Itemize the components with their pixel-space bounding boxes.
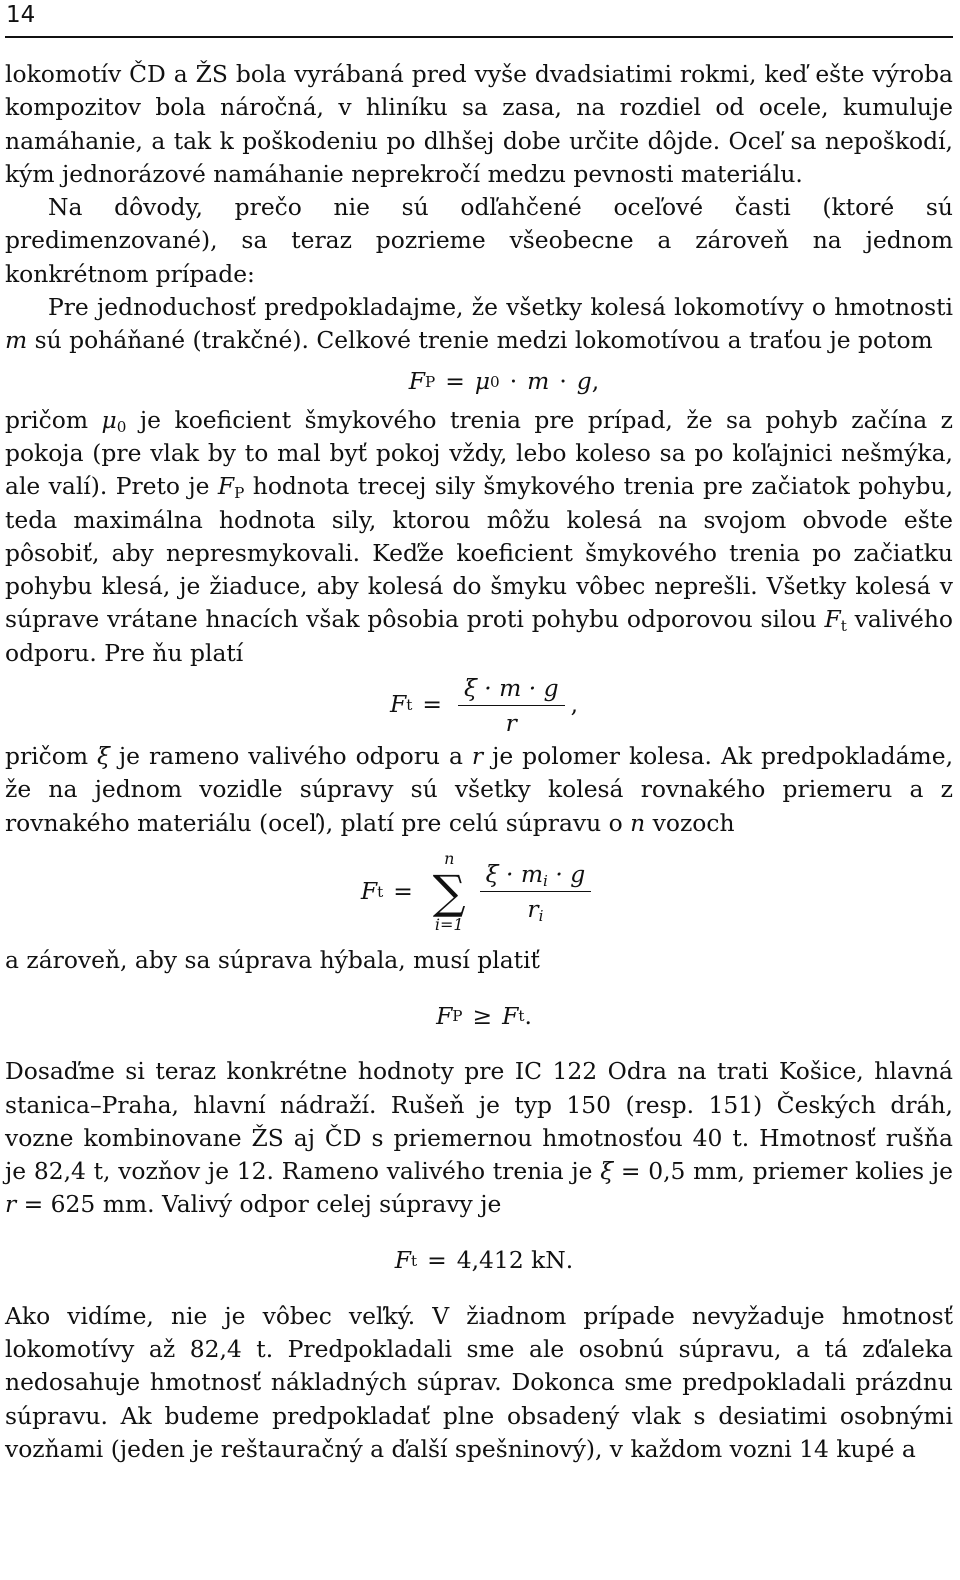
- math-subscript: i: [538, 907, 544, 926]
- math-symbol: μ: [101, 405, 117, 434]
- header-rule: [5, 36, 953, 38]
- fraction-numerator: [480, 859, 592, 892]
- sum-sign: ∑: [432, 864, 466, 919]
- math-symbol: g: [576, 367, 592, 396]
- text-run: valivého odporu. Pre ňu platí: [5, 605, 953, 667]
- math-symbol: F: [502, 1001, 519, 1030]
- math-operator: ·: [509, 367, 518, 396]
- paragraph-5: [5, 740, 953, 840]
- document-body: [5, 58, 953, 1466]
- math-symbol: ξ: [600, 1157, 614, 1186]
- math-subscript: 0: [116, 417, 127, 436]
- math-symbol: F: [389, 690, 407, 719]
- text-run: r: [527, 895, 539, 924]
- fraction-numerator: ξ · m · g: [458, 673, 565, 706]
- equation-motion-condition: F P ≥ F t .: [15, 977, 953, 1055]
- math-symbol: F: [360, 877, 378, 906]
- text-run: pričom: [5, 405, 102, 434]
- text-run: hodnota trecej sily šmykového trenia pre začiatok pohybu, teda maximálna hodnota sily, ktorou môžu kolesá na svojom obvode ešte pôsobiť, aby nepresmykovali. Keďže koeficient šmykového trenia po začiatku pohybu klesá, je žiaduce, aby kolesá do šmyku vôbec neprešli. Všetky kolesá v súprave vrátane hnacích však pôsobia proti pohybu odporovou silou: [5, 472, 953, 634]
- text-run: = 0,5 mm, priemer kolies je: [613, 1157, 953, 1186]
- equation-friction: F P = μ 0 · m · g ,: [55, 358, 953, 404]
- text-run: je polomer kolesa. Ak predpokladáme, že na jednom vozidle súpravy sú všetky kolesá rovnakého priemeru a z rovnakého materiálu (oceľ), platí pre celú súpravu o: [5, 742, 954, 837]
- math-symbol: F: [824, 605, 841, 634]
- paragraph-6: a zároveň, aby sa súprava hýbala, musí platiť: [5, 945, 540, 974]
- math-punctuation: .: [565, 1246, 574, 1275]
- text-run: = 625 mm. Valivý odpor celej súpravy je: [16, 1190, 502, 1219]
- math-operator: =: [445, 367, 465, 396]
- math-subscript: t: [840, 617, 847, 636]
- math-symbol: n: [630, 808, 646, 837]
- math-operator: ·: [559, 367, 567, 396]
- text-run: Dosaďme si teraz konkrétne hodnoty pre IC 122 Odra na trati Košice, hlavná stanica–Praha, hlavní nádraží. Rušeň je typ 150 (resp. 151) Českých dráh, vozne kombinovane ŽS aj ČD s priemernou hmotnosťou 40 t. Hmotnosť rušňa je 82,4 t, vozňov je 12. Rameno valivého trenia je: [5, 1057, 953, 1186]
- math-operator: =: [393, 877, 413, 906]
- math-symbol: F: [408, 367, 425, 396]
- paragraph-3: [5, 291, 953, 358]
- equation-rolling-resistance: F t = $\frac{\xi \cdot m \cdot g}{r}$ ,: [389, 673, 579, 737]
- text-run: je koeficient šmykového trenia pre prípad, že sa pohyb začína z pokoja (pre vlak by to mal byť pokoj vždy, lebo koleso sa po koľajnici nešmýka, ale valí). Preto je: [5, 405, 954, 501]
- equation-train-resistance-sum: F t = n ∑ i=1 $\frac{\xi \cdot m_i \cdot g}{r_i}$: [5, 840, 953, 944]
- math-operator: =: [427, 1246, 447, 1275]
- text-run: je rameno valivého odporu a: [109, 742, 472, 771]
- fraction: [458, 673, 565, 738]
- math-value: 4,412 kN: [456, 1246, 566, 1275]
- summation: [433, 849, 466, 935]
- page-number: 14: [6, 2, 36, 28]
- math-operator: ≥: [472, 1001, 493, 1030]
- math-symbol: F: [217, 472, 235, 501]
- sum-lower-limit: i=1: [434, 914, 464, 934]
- paragraph-8: Ako vidíme, nie je vôbec veľký. V žiadnom prípade nevyžaduje hmotnosť lokomotívy až 82,4 t. Predpokladali sme ale osobnú súpravu, a tá zďaleka nedosahuje hmotnosť nákladných súprav. Dokonca sme predpokladali prázdnu súpravu. Ak budeme predpokladať plne obsadený vlak s desiatimi osobnými vozňami (jeden je reštauračný a ďalší spešninový), v každom vozni 14 kupé a: [5, 1301, 953, 1463]
- paragraph-2: Na dôvody, prečo nie sú odľahčené oceľové časti (ktoré sú predimenzované), sa teraz pozrieme všeobecne a zároveň na jednom konkrétnom prípade:: [5, 193, 953, 288]
- math-symbol: ξ: [97, 742, 110, 771]
- fraction: [480, 859, 592, 924]
- math-symbol: r: [5, 1190, 17, 1219]
- text-run: pričom: [5, 742, 97, 771]
- equation-resistance-value: F t = 4,412 kN .: [15, 1222, 953, 1300]
- math-subscript: P: [234, 484, 245, 503]
- paragraph-4: [5, 404, 953, 670]
- math-subscript: i: [543, 872, 548, 891]
- paragraph-7: [5, 1055, 953, 1221]
- math-punctuation: ,: [591, 367, 600, 396]
- math-symbol: μ: [474, 367, 491, 396]
- math-punctuation: ,: [570, 690, 579, 719]
- math-operator: =: [422, 690, 442, 719]
- text-run: · g: [547, 860, 586, 889]
- math-symbol: F: [436, 1001, 453, 1030]
- text-run: vozoch: [645, 808, 735, 837]
- text-run: sú poháňané (trakčné). Celkové trenie medzi lokomotívou a traťou je potom: [27, 326, 933, 355]
- paragraph-1: lokomotív ČD a ŽS bola vyrábaná pred vyše dvadsiatimi rokmi, keď ešte výroba kompozitov bola náročná, v hliníku sa zasa, na rozdiel od ocele, kumuluje namáhanie, a tak k poškodeniu po dlhšej dobe určite dôjde. Oceľ sa nepoškodí, kým jednorázové namáhanie neprekročí medzu pevnosti materiálu.: [5, 60, 953, 188]
- math-symbol: r: [471, 742, 484, 771]
- math-symbol: m: [5, 326, 28, 355]
- sum-upper-limit: n: [444, 848, 455, 868]
- text-run: Pre jednoduchosť predpokladajme, že všetky kolesá lokomotívy o hmotnosti: [48, 293, 953, 322]
- math-symbol: m: [527, 367, 550, 396]
- fraction-denominator: [521, 892, 549, 924]
- text-run: ξ · m: [485, 860, 544, 889]
- fraction-denominator: r: [505, 708, 517, 737]
- math-symbol: F: [394, 1246, 411, 1275]
- math-punctuation: .: [524, 1001, 532, 1030]
